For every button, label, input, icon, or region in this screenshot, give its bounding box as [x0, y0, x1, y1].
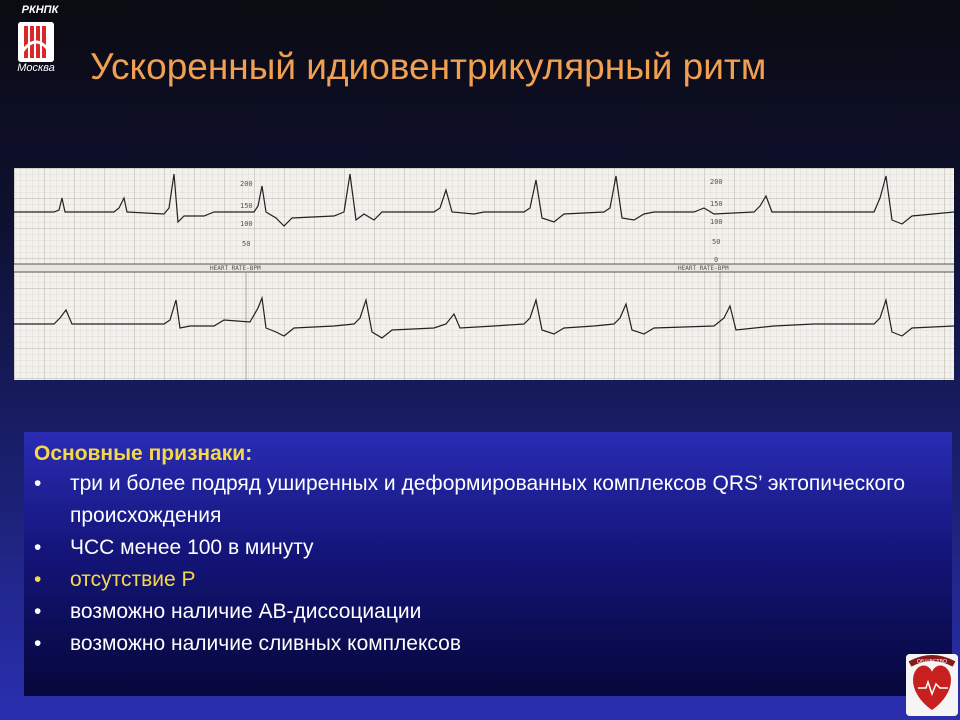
list-item: [34, 596, 942, 628]
list-item-text: возможно наличие АВ-диссоциации: [70, 600, 422, 623]
bullet-icon: •: [34, 632, 42, 655]
scale-label: 150: [710, 200, 723, 208]
institution-logo-icon: [18, 22, 54, 62]
list-item-text: возможно наличие сливных комплексов: [70, 632, 461, 655]
list-item: [34, 468, 942, 532]
features-heading: Основные признаки:: [34, 442, 253, 465]
scale-label: 100: [240, 220, 253, 228]
scale-label: 0: [714, 256, 719, 264]
slide-title: Ускоренный идиовентрикулярный ритм: [90, 46, 767, 87]
list-item: [34, 532, 942, 564]
bullet-icon: •: [34, 536, 42, 559]
logo-bottom-text: Москва: [17, 62, 55, 74]
key-features-panel: [24, 432, 952, 696]
list-item-text: отсутствие Р: [70, 568, 196, 591]
scale-label: 200: [240, 180, 253, 188]
society-seal-icon: [906, 654, 958, 716]
bullet-icon: •: [34, 568, 42, 591]
bullet-icon: •: [34, 472, 42, 495]
list-item-text: ЧСС менее 100 в минуту: [70, 536, 314, 559]
bullet-icon: •: [34, 600, 42, 623]
scale-label: 50: [242, 240, 251, 248]
logo-top-text: РКНПК: [21, 4, 59, 16]
heart-rate-label: HEART RATE-BPM: [210, 265, 261, 272]
scale-label: 50: [712, 238, 721, 246]
features-list: [34, 468, 942, 660]
scale-label: 200: [710, 178, 723, 186]
svg-text:ОБЩЕСТВО: ОБЩЕСТВО: [917, 659, 947, 665]
list-item: [34, 564, 942, 596]
list-item: [34, 628, 942, 660]
scale-label: 150: [240, 202, 253, 210]
list-item-text: три и более подряд уширенных и деформированных комплексов QRS’ эктопического происхождения: [70, 472, 906, 527]
scale-label: 100: [710, 218, 723, 226]
heart-rate-label: HEART RATE-BPM: [678, 265, 729, 272]
ecg-strip-image: [14, 168, 954, 380]
